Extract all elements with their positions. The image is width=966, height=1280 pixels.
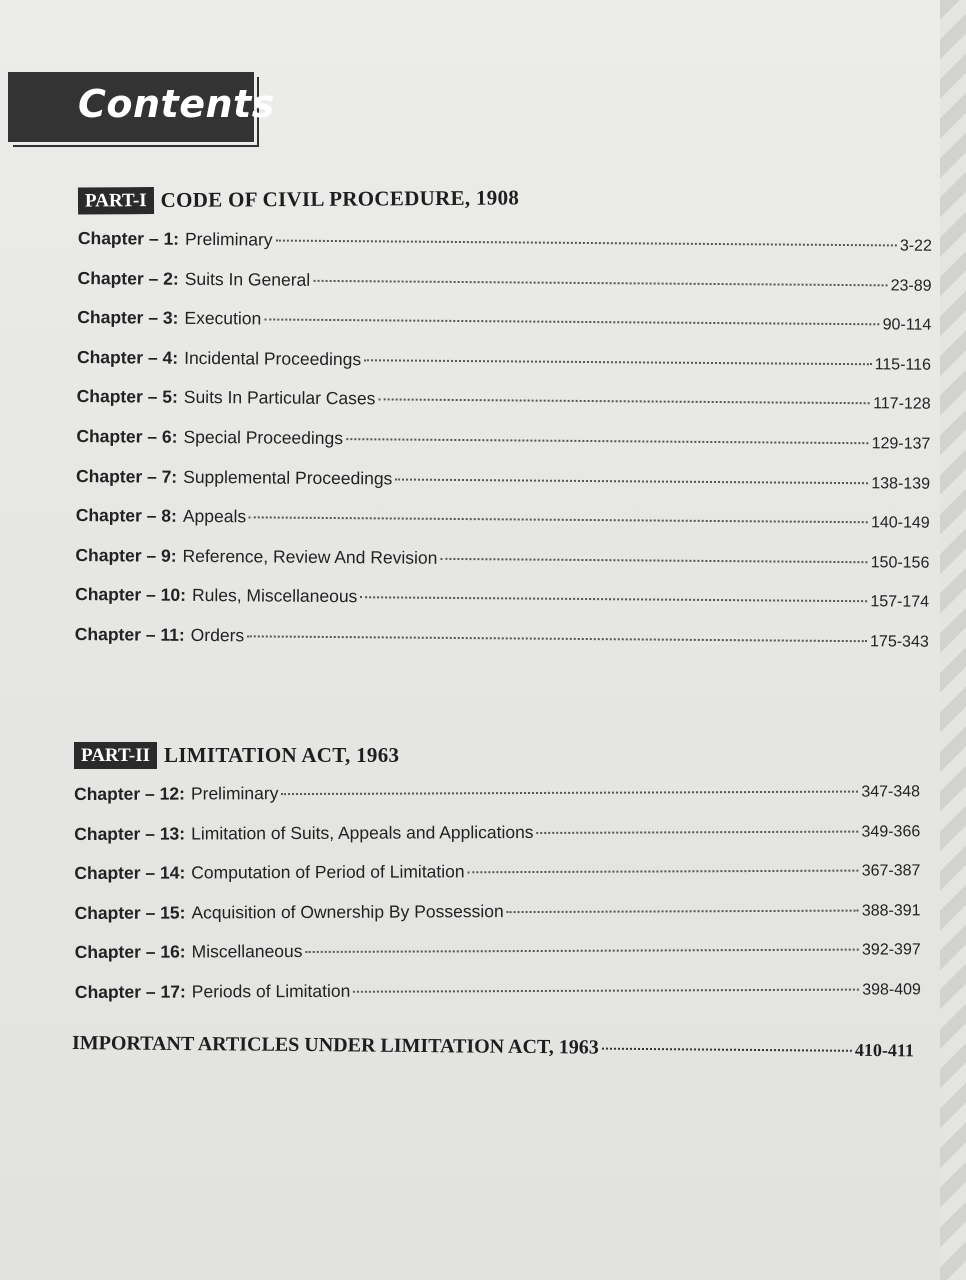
page-range: 157-174 — [870, 593, 930, 612]
chapter-title: Preliminary — [190, 783, 279, 804]
toc-entry[interactable] — [75, 978, 921, 1021]
toc-entry[interactable] — [76, 426, 930, 472]
dot-leader — [507, 909, 859, 913]
dot-leader — [276, 240, 897, 247]
chapter-title: Suits In General — [184, 268, 311, 290]
chapter-number: Chapter – 15: — [74, 902, 186, 923]
page-range: 90-114 — [882, 316, 932, 334]
important-articles-title: IMPORTANT ARTICLES UNDER LIMITATION ACT, 1963 — [71, 1032, 599, 1059]
part-2-title: LIMITATION ACT, 1963 — [164, 743, 400, 767]
chapter-title: Incidental Proceedings — [184, 347, 362, 370]
dot-leader — [353, 989, 859, 993]
chapter-number: Chapter – 14: — [74, 862, 186, 884]
chapter-title: Supplemental Proceedings — [183, 466, 393, 489]
important-articles-entry[interactable] — [72, 1032, 914, 1062]
part-1-header — [78, 184, 519, 214]
chapter-title: Miscellaneous — [191, 941, 303, 962]
part-1-chapter-list — [75, 228, 932, 670]
dot-leader — [364, 359, 871, 365]
page-range: 140-149 — [870, 514, 930, 532]
dot-leader — [360, 597, 867, 603]
chapter-title: Special Proceedings — [183, 426, 344, 449]
toc-entry[interactable] — [74, 859, 920, 902]
chapter-title: Orders — [190, 624, 245, 646]
chapter-number: Chapter – 8: — [75, 505, 177, 526]
dot-leader — [395, 478, 868, 484]
dot-leader — [378, 399, 870, 405]
toc-entry[interactable] — [74, 780, 920, 823]
toc-entry[interactable] — [77, 268, 931, 314]
page-range: 175-343 — [869, 633, 929, 651]
chapter-number: Chapter – 2: — [77, 267, 179, 289]
page-range: 367-387 — [861, 862, 921, 880]
page-range: 117-128 — [873, 395, 931, 414]
toc-entry[interactable] — [76, 505, 930, 551]
page-range: 392-397 — [861, 941, 921, 959]
part-2-chapter-list — [74, 780, 921, 1021]
dot-leader — [346, 438, 869, 444]
dot-leader — [468, 870, 859, 874]
page-range: 3-22 — [899, 237, 932, 255]
toc-entry[interactable] — [75, 584, 929, 630]
chapter-title: Reference, Review And Revision — [182, 545, 438, 568]
chapter-title: Periods of Limitation — [191, 980, 351, 1002]
page-range: 347-348 — [861, 783, 921, 801]
chapter-title: Rules, Miscellaneous — [191, 585, 358, 607]
part-2-header — [74, 742, 399, 769]
dot-leader — [313, 279, 887, 286]
page-range: 150-156 — [870, 553, 930, 572]
chapter-number: Chapter – 11: — [74, 623, 185, 645]
toc-entry[interactable] — [75, 545, 929, 591]
page-range: 388-391 — [861, 902, 921, 920]
toc-entry[interactable] — [75, 624, 929, 670]
chapter-title: Preliminary — [184, 228, 273, 250]
chapter-title: Computation of Period of Limitation — [191, 861, 465, 883]
toc-entry[interactable] — [75, 939, 921, 982]
chapter-number: Chapter – 16: — [74, 941, 186, 963]
chapter-number: Chapter – 6: — [76, 425, 178, 447]
chapter-title: Suits In Particular Cases — [183, 387, 376, 409]
toc-entry[interactable] — [77, 307, 931, 353]
chapter-number: Chapter – 10: — [75, 584, 187, 606]
important-articles-pages: 410-411 — [854, 1039, 915, 1061]
chapter-number: Chapter – 9: — [75, 544, 177, 566]
contents-banner — [8, 72, 275, 142]
chapter-number: Chapter – 17: — [74, 981, 186, 1002]
chapter-number: Chapter – 12: — [74, 783, 185, 804]
dot-leader — [264, 319, 879, 326]
page-range: 23-89 — [890, 276, 932, 295]
toc-entry[interactable] — [74, 820, 920, 863]
chapter-number: Chapter – 4: — [76, 346, 179, 368]
page-edge-pattern — [940, 0, 966, 1280]
dot-leader — [537, 830, 859, 833]
chapter-title: Appeals — [182, 505, 247, 527]
page-range: 115-116 — [874, 356, 932, 374]
part-1-title: CODE OF CIVIL PROCEDURE, 1908 — [160, 185, 520, 212]
toc-entry[interactable] — [78, 228, 932, 274]
page-range: 138-139 — [871, 474, 931, 493]
dot-leader — [440, 558, 867, 563]
toc-entry[interactable] — [75, 899, 921, 942]
page-title: Contents — [78, 82, 275, 126]
chapter-number: Chapter – 3: — [77, 307, 179, 328]
toc-entry[interactable] — [76, 386, 930, 432]
page-range: 349-366 — [861, 822, 921, 841]
dot-leader — [249, 517, 868, 524]
part-2-label: PART-II — [74, 742, 157, 769]
dot-leader — [281, 791, 858, 796]
chapter-title: Acquisition of Ownership By Possession — [191, 900, 504, 923]
toc-entry[interactable] — [76, 466, 930, 512]
toc-entry[interactable] — [77, 347, 931, 393]
dot-leader — [247, 635, 867, 642]
chapter-number: Chapter – 1: — [77, 228, 180, 249]
page-range: 398-409 — [862, 981, 921, 999]
page-range: 129-137 — [871, 435, 931, 453]
chapter-number: Chapter – 13: — [74, 823, 186, 844]
dot-leader — [602, 1048, 852, 1052]
chapter-number: Chapter – 5: — [76, 386, 178, 408]
chapter-title: Limitation of Suits, Appeals and Applications — [191, 821, 534, 844]
chapter-title: Execution — [184, 308, 262, 329]
part-1-label: PART-I — [78, 187, 154, 215]
dot-leader — [305, 949, 859, 953]
chapter-number: Chapter – 7: — [75, 465, 178, 487]
